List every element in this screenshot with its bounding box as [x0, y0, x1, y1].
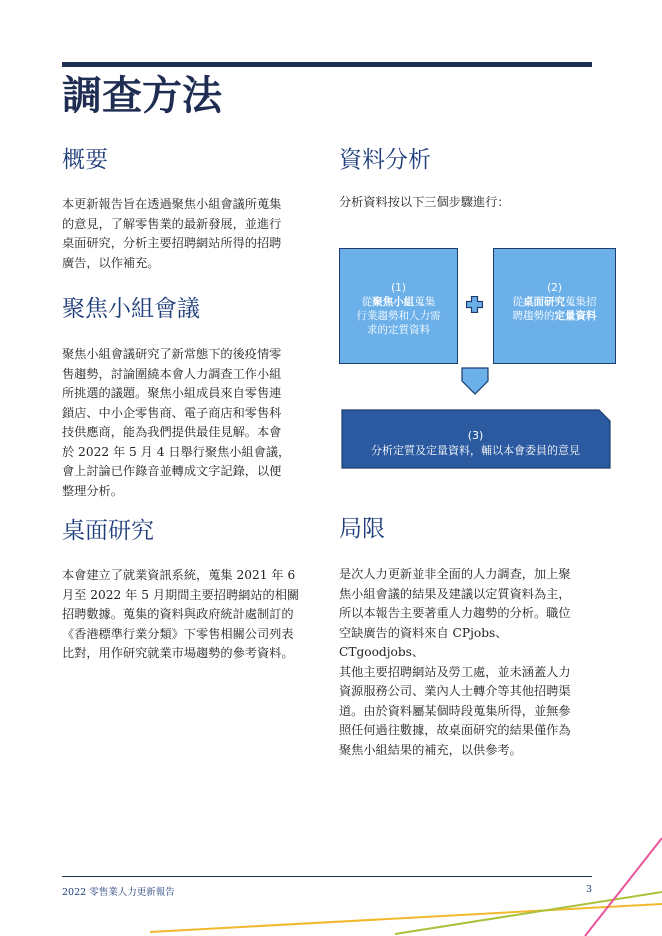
limitations-line: 資源服務公司、業內人士轉介等其他招聘渠 [339, 684, 571, 698]
deco-pink-line [585, 838, 662, 936]
limitations-line: 焦小組會議的結果及建議以定質資料為主， [339, 586, 571, 601]
focus-group-line: 整理分析。 [62, 483, 123, 498]
step2-number: (2) [547, 282, 562, 294]
overview-line: 的意見，了解零售業的最新發展，並進行 [62, 216, 282, 231]
limitations-line: 聚焦小組結果的補充，以供參考。 [339, 742, 522, 757]
limitations-line: 其他主要招聘網站及勞工處，並未涵蓋人力 [339, 664, 571, 679]
limitations-line: 所以本報告主要著重人力趨勢的分析。職位 [339, 606, 571, 620]
focus-group-heading: 聚焦小組會議 [62, 296, 200, 322]
step3-description: 分析定質及定量資料，輔以本會委員的意見 [371, 444, 580, 457]
focus-group-line: 於 2022 年 5 月 4 日舉行聚焦小組會議， [62, 444, 291, 459]
step3-number: (3) [467, 429, 484, 442]
step1-line2: 行業趨勢和人力需 [356, 310, 441, 322]
overview-line: 桌面研究，分析主要招聘網站所得的招聘 [62, 236, 282, 250]
page-title: 調查方法 [62, 72, 222, 119]
limitations-heading: 局限 [339, 516, 385, 542]
step1-line1: 從聚焦小組蒐集 [361, 296, 436, 308]
overview-line: 廣告，以作補充。 [62, 255, 160, 270]
focus-group-line: 鎖店、中小企零售商、電子商店和零售科 [62, 405, 282, 420]
focus-group-line: 聚焦小組會議研究了新常態下的後疫情零 [62, 347, 282, 361]
desk-research-line: 本會建立了就業資訊系統，蒐集 2021 年 6 [62, 568, 296, 582]
desk-research-line: 月至 2022 年 5 月期間主要招聘網站的相關 [62, 587, 300, 602]
focus-group-line: 會上討論已作錄音並轉成文字記錄，以便 [62, 464, 282, 478]
page-number: 3 [585, 884, 592, 895]
focus-group-line: 售趨勢，討論圍繞本會人力調查工作小組 [62, 366, 282, 381]
step2-line2: 聘趨勢的定量資料 [512, 310, 597, 322]
deco-yellow-line [150, 904, 662, 932]
limitations-line: 照任何過往數據，故桌面研究的結果僅作為 [339, 723, 571, 737]
footer-report-title: 2022 零售業人力更新報告 [62, 887, 175, 898]
focus-group-line: 技供應商，能為我們提供最佳見解。本會 [62, 425, 282, 439]
data-analysis-heading: 資料分析 [339, 147, 431, 173]
desk-research-line: 比對，用作研究就業市場趨勢的參考資料。 [62, 646, 294, 660]
focus-group-line: 所挑選的議題。聚焦小組成員來自零售連 [62, 386, 282, 400]
limitations-line: 道。由於資料屬某個時段蒐集所得，並無參 [339, 703, 571, 718]
deco-green-line [395, 892, 662, 934]
overview-line: 本更新報告旨在透過聚焦小組會議所蒐集 [62, 197, 282, 211]
step1-line3: 求的定質資料 [367, 324, 430, 336]
desk-research-heading: 桌面研究 [62, 518, 154, 544]
step1-number: (1) [391, 282, 406, 294]
data-analysis-intro: 分析資料按以下三個步驟進行： [339, 195, 510, 209]
desk-research-line: 《香港標準行業分類》下零售相關公司列表 [62, 626, 294, 641]
desk-research-line: 招聘數據。蒐集的資料與政府統計處制訂的 [62, 607, 294, 621]
overview-heading: 概要 [62, 147, 108, 173]
step2-line1: 從桌面研究蒐集招 [512, 296, 597, 308]
limitations-line: 是次人力更新並非全面的人力調查，加上聚 [339, 567, 571, 581]
limitations-line: 空缺廣告的資料來自 CPjobs、CTgoodjobs、 [339, 625, 508, 659]
